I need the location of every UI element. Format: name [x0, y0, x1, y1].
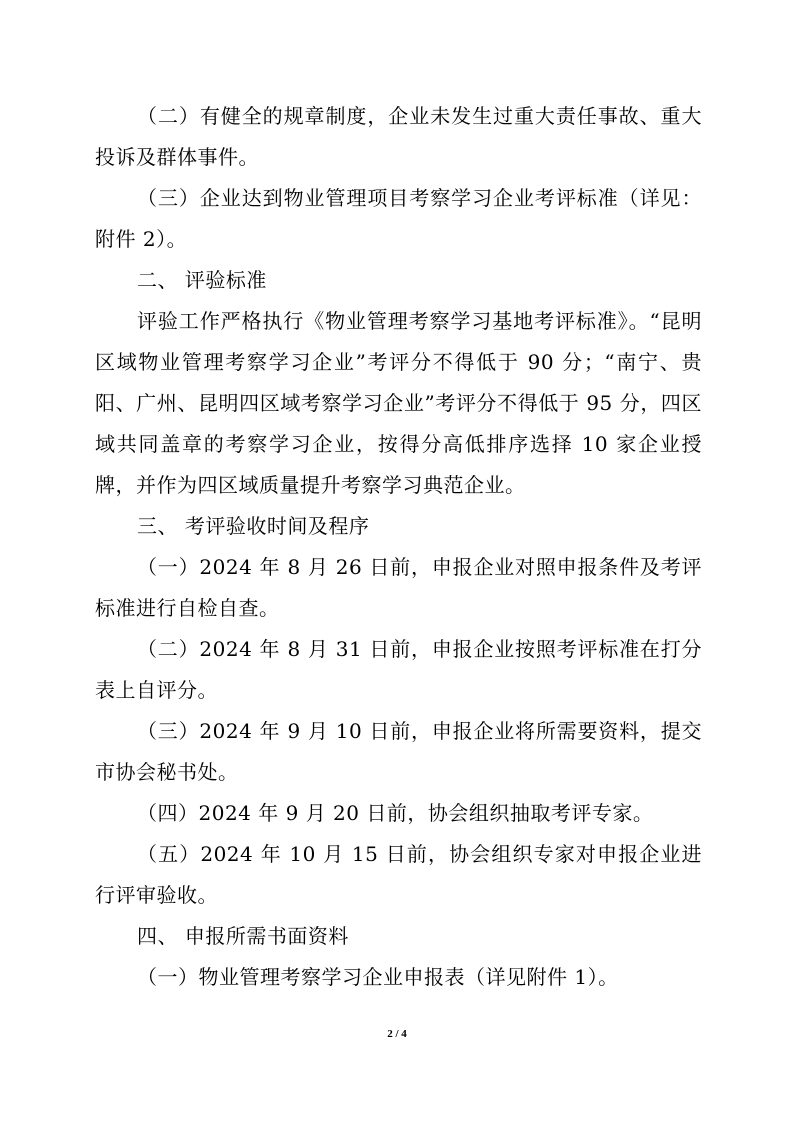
- paragraph-step-3: （三）2024 年 9 月 10 日前，申报企业将所需要资料，提交市协会秘书处。: [95, 719, 702, 784]
- section-heading-3: 三、 考评验收时间及程序: [137, 514, 370, 538]
- section-heading-2: 二、 评验标准: [137, 268, 267, 292]
- page-number: 2 / 4: [387, 1028, 407, 1040]
- section-heading-4: 四、 申报所需书面资料: [137, 924, 349, 948]
- paragraph-evaluation: 评验工作严格执行《物业管理考察学习基地考评标准》。“昆明区域物业管理考察学习企业”考评分不得低于 90 分；“南宁、贵阳、广州、昆明四区域考察学习企业”考评分不得低于 95 分，四区域共同盖章的考察学习企业，按得分高低排序选择 10 家企业授牌，并作为四区域质量提升考察学习典范企业。: [95, 309, 702, 497]
- paragraph-step-4: （四）2024 年 9 月 20 日前，协会组织抽取考评专家。: [137, 801, 654, 825]
- paragraph-materials-1: （一）物业管理考察学习企业申报表（详见附件 1）。: [137, 965, 619, 989]
- paragraph-standard: （三）企业达到物业管理项目考察学习企业考评标准（详见：附件 2）。: [95, 186, 702, 251]
- paragraph-regulations: （二）有健全的规章制度，企业未发生过重大责任事故、重大投诉及群体事件。: [95, 104, 702, 169]
- paragraph-step-1: （一）2024 年 8 月 26 日前，申报企业对照申报条件及考评标准进行自检自查。: [95, 555, 702, 620]
- paragraph-step-5: （五）2024 年 10 月 15 日前，协会组织专家对申报企业进行评审验收。: [95, 842, 702, 907]
- paragraph-step-2: （二）2024 年 8 月 31 日前，申报企业按照考评标准在打分表上自评分。: [95, 637, 702, 702]
